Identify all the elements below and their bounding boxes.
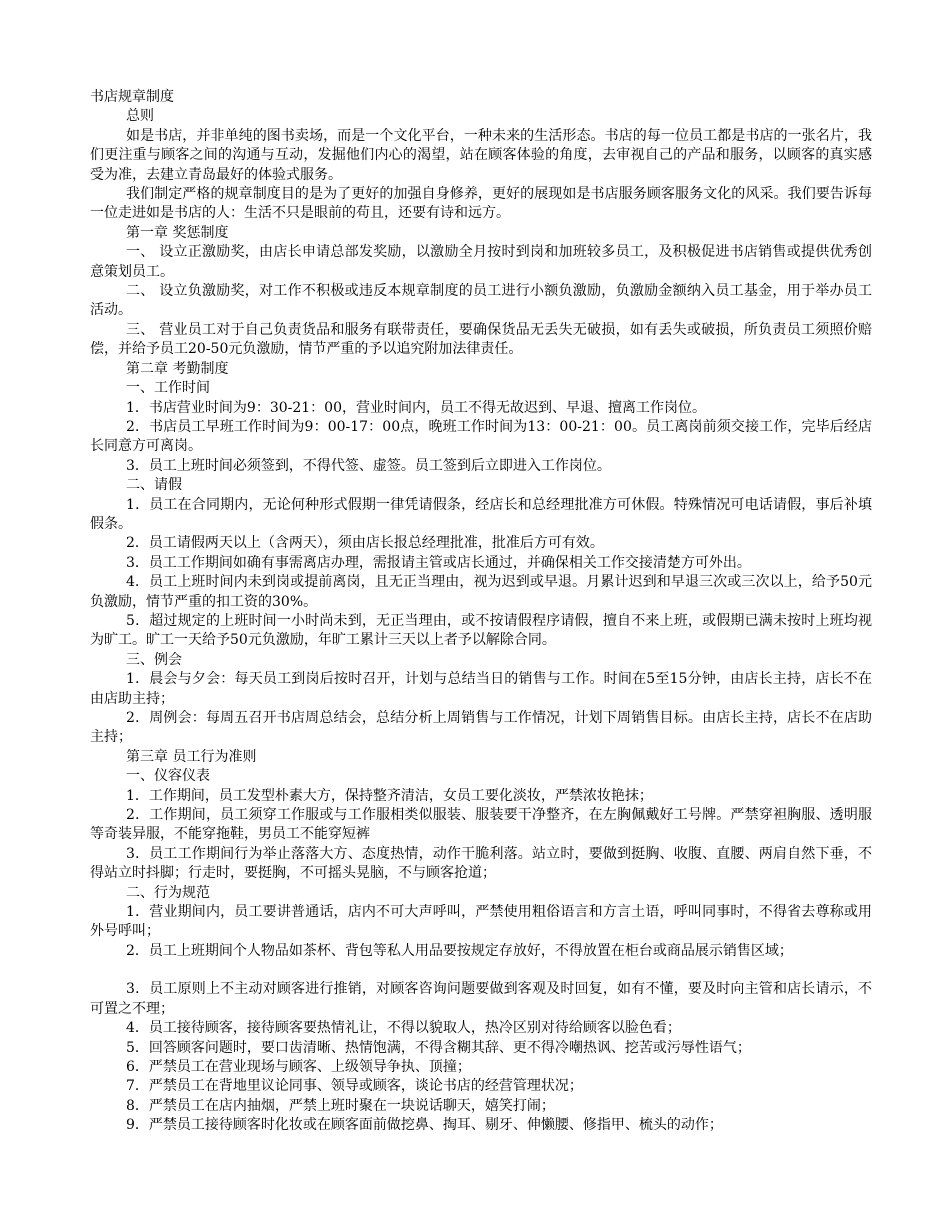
section-item: 3．员工工作期间行为举止落落大方、态度热情，动作干脆利落。站立时，要做到挺胸、收腹、直腰、两肩自然下垂，不得站立时抖脚；行走时，要挺胸，不可摇头晃脑，不与顾客抢道；: [90, 845, 872, 882]
section-item: 3．员工工作期间如确有事需离店办理，需报请主管或店长通过，并确保相关工作交接清楚方可外出。: [126, 554, 751, 571]
section-heading: 三、例会: [126, 651, 182, 668]
section-item: 9．严禁员工接待顾客时化妆或在顾客面前做挖鼻、掏耳、剔牙、伸懒腰、修指甲、梳头的动作；: [126, 1117, 723, 1134]
section-item: 1．员工在合同期内，无论何种形式假期一律凭请假条，经店长和总经理批准方可休假。特殊情况可电话请假，事后补填假条。: [90, 496, 872, 532]
general-paragraph: 如是书店，并非单纯的图书卖场，而是一个文化平台，一种未来的生活形态。书店的每一位员工都是书店的一张名片，我们更注重与顾客之间的沟通与互动，发掘他们内心的渴望，站在顾客体验的角度，去审视自己的产品和服务，以顾客的真实感受为准，去建立青岛最好的体验式服务。: [90, 127, 872, 183]
section-item: 2．员工上班期间个人物品如茶杯、背包等私人用品要按规定存放好，不得放置在柜台或商品展示销售区域；: [126, 942, 793, 959]
section-heading: 二、请假: [126, 477, 182, 494]
section-item: 1．晨会与夕会：每天员工到岗后按时召开，计划与总结当日的销售与工作。时间在5至15分钟，由店长主持，店长不在由店助主持；: [90, 671, 872, 707]
section-item: 3．员工上班时间必须签到，不得代签、虚签。员工签到后立即进入工作岗位。: [126, 457, 611, 474]
section-item: 8．严禁员工在店内抽烟，严禁上班时聚在一块说话聊天，嬉笑打闹；: [126, 1097, 555, 1114]
chapter-item: 二、 设立负激励奖，对工作不积极或违反本规章制度的员工进行小额负激励，负激励金额纳入员工基金，用于举办员工活动。: [90, 283, 872, 319]
chapter-item: 三、 营业员工对于自己负责货品和服务有联带责任，要确保货品无丢失无破损，如有丢失或破损，所负责员工须照价赔偿，并给予员工20-50元负激励，情节严重的予以追究附加法律责任。: [90, 321, 872, 358]
section-item: 2．员工请假两天以上（含两天），须由店长报总经理批准，批准后方可有效。: [126, 535, 604, 552]
section-item: 5．超过规定的上班时间一小时尚未到，无正当理由，或不按请假程序请假，擅自不来上班，或假期已满未按时上班均视为旷工。旷工一天给予50元负激励，年旷工累计三天以上者予以解除合同。: [90, 612, 872, 649]
section-item: 4．员工上班时间内未到岗或提前离岗，且无正当理由，视为迟到或早退。月累计迟到和早退三次或三次以上，给予50元负激励，情节严重的扣工资的30%。: [90, 574, 872, 610]
section-item: 3．员工原则上不主动对顾客进行推销，对顾客咨询问题要做到客观及时回复，如有不懂，要及时向主管和店长请示，不可置之不理；: [90, 981, 872, 1017]
section-heading: 二、行为规范: [126, 884, 210, 901]
section-item: 2．书店员工早班工作时间为9：00-17：00点，晚班工作时间为13：00-21：00。员工离岗前须交接工作，完毕后经店长同意方可离岗。: [90, 418, 872, 455]
chapter-item: 一、 设立正激励奖，由店长申请总部发奖励，以激励全月按时到岗和加班较多员工，及积极促进书店销售或提供优秀创意策划员工。: [90, 244, 872, 280]
chapter-heading: 第三章 员工行为准则: [126, 748, 257, 765]
document-page: [90, 88, 872, 1136]
section-item: 6．严禁员工在营业现场与顾客、上级领导争执、顶撞；: [126, 1058, 471, 1075]
section-item: 1．书店营业时间为9：30-21：00，营业时间内，员工不得无故迟到、早退、擅离工作岗位。: [126, 399, 706, 416]
section-item: 2．周例会：每周五召开书店周总结会，总结分析上周销售与工作情况，计划下周销售目标。由店长主持，店长不在店助主持；: [90, 710, 872, 746]
blank-line: [90, 961, 872, 980]
section-item: 2．工作期间，员工须穿工作服或与工作服相类似服装、服装要干净整齐，在左胸佩戴好工号牌。严禁穿袒胸服、透明服等奇装异服，不能穿拖鞋，男员工不能穿短裤: [90, 807, 872, 843]
section-item: 1．营业期间内，员工要讲普通话，店内不可大声呼叫，严禁使用粗俗语言和方言土语，呼叫同事时，不得省去尊称或用外号呼叫；: [90, 904, 872, 940]
general-paragraph: 我们制定严格的规章制度目的是为了更好的加强自身修养，更好的展现如是书店服务顾客服务文化的风采。我们要告诉每一位走进如是书店的人：生活不只是眼前的苟且，还要有诗和远方。: [90, 186, 872, 222]
general-heading: 总则: [126, 108, 154, 125]
section-heading: 一、仪容仪表: [126, 768, 210, 785]
chapter-heading: 第一章 奖惩制度: [126, 224, 229, 241]
section-item: 5．回答顾客问题时，要口齿清晰、热情饱满，不得含糊其辞、更不得冷嘲热讽、挖苦或污辱性语气；: [126, 1039, 751, 1056]
section-item: 7．严禁员工在背地里议论同事、领导或顾客，谈论书店的经营管理状况；: [126, 1078, 583, 1095]
document-title: 书店规章制度: [90, 89, 174, 105]
section-heading: 一、工作时间: [126, 380, 210, 397]
section-item: 1．工作期间，员工发型朴素大方，保持整齐清洁，女员工要化淡妆，严禁浓妆艳抹；: [126, 787, 653, 804]
chapter-heading: 第二章 考勤制度: [126, 360, 229, 377]
section-item: 4．员工接待顾客，接待顾客要热情礼让，不得以貌取人，热冷区别对待给顾客以脸色看；: [126, 1020, 681, 1037]
